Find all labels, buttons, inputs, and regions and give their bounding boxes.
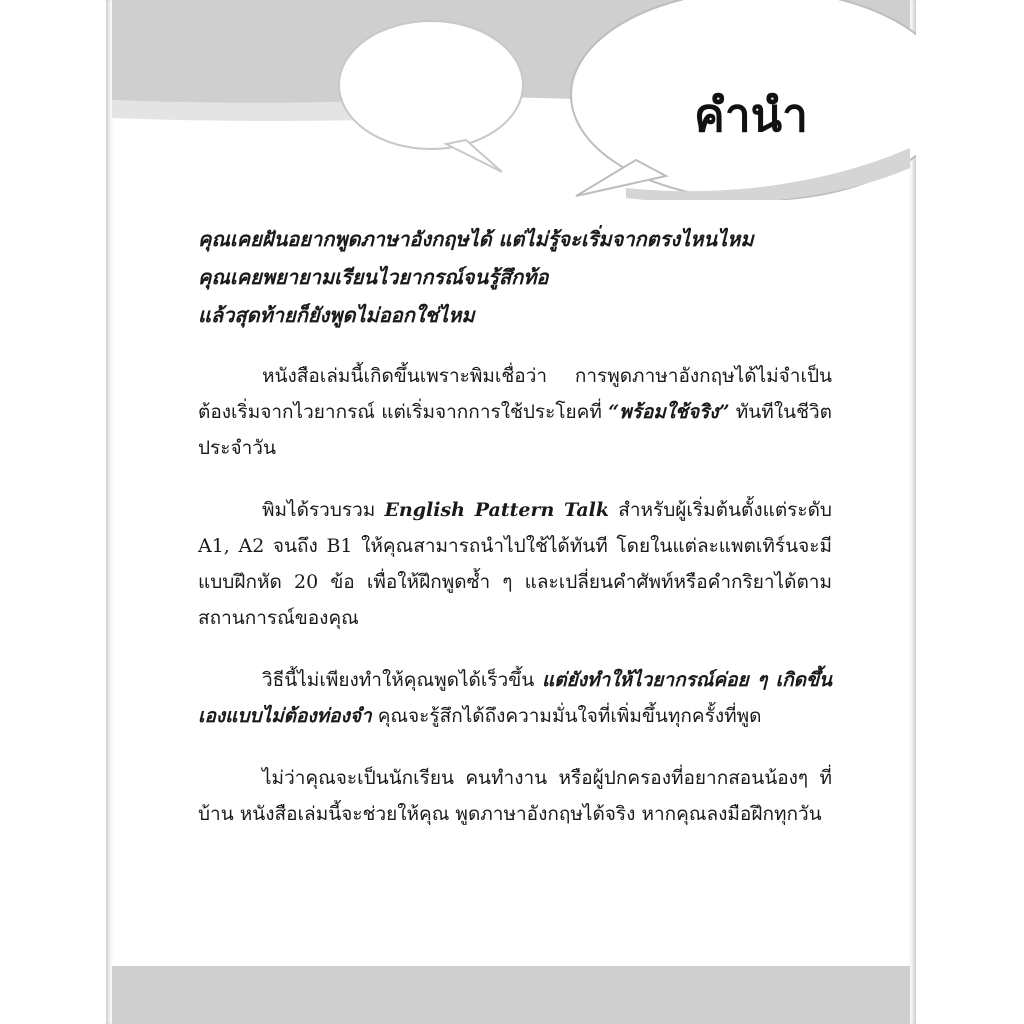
paragraph-3: [198, 662, 832, 734]
intro-line-3: แล้วสุดท้ายก็ยังพูดไม่ออกใช่ไหม: [198, 303, 475, 327]
speech-bubble-small-tail: [446, 140, 502, 172]
speech-bubble-small: [339, 21, 523, 149]
book-page: [106, 0, 916, 1024]
intro-line-2: คุณเคยพยายามเรียนไวยากรณ์จนรู้สึกท้อ: [198, 265, 549, 289]
paragraph-4-text-a: ไม่ว่าคุณจะเป็นนักเรียน คนทำงาน หรือผู้ปกครองที่อยากสอนน้องๆ ที่บ้าน หนังสือเล่มนี้จะช่วยให้คุณ พูดภาษาอังกฤษได้จริง หากคุณลงมือฝึกทุกวัน: [198, 767, 832, 825]
paragraph-2-emphasis: English Pattern Talk: [384, 499, 610, 521]
intro-line-1: คุณเคยฝันอยากพูดภาษาอังกฤษได้ แต่ไม่รู้จะเริ่มจากตรงไหนไหม: [198, 227, 754, 251]
paragraph-1-text-c: ทันทีในชีวิตประจำวัน: [198, 401, 832, 459]
outer-margin-left: [0, 0, 106, 1024]
paragraph-3-emphasis: แต่ยังทำให้ไวยากรณ์ค่อย ๆ เกิดขึ้นเองแบบไม่ต้องท่องจำ: [198, 669, 832, 727]
paragraph-3-text-a: วิธีนี้ไม่เพียงทำให้คุณพูดได้เร็วขึ้น: [262, 669, 543, 691]
intro-questions: [198, 220, 832, 334]
paragraph-1-text-a: หนังสือเล่มนี้เกิดขึ้นเพราะพิมเชื่อว่า การพูดภาษาอังกฤษได้ไม่จำเป็นต้องเริ่มจากไวยากรณ์ แต่เริ่มจากการใช้ประโยคที่: [198, 365, 832, 423]
paragraph-2: [198, 492, 832, 636]
footer-band: [112, 966, 910, 1024]
paragraph-4: [198, 760, 832, 832]
paragraph-2-text-a: พิมได้รวบรวม: [262, 499, 385, 521]
paragraph-1: [198, 358, 832, 466]
outer-margin-right: [916, 0, 1024, 1024]
page-content: [198, 220, 832, 832]
page-heading: คำนำ: [694, 88, 808, 142]
paragraph-3-text-c: คุณจะรู้สึกได้ถึงความมั่นใจที่เพิ่มขึ้นทุกครั้งที่พูด: [371, 705, 762, 727]
paragraph-2-text-c: สำหรับผู้เริ่มต้นตั้งแต่ระดับ A1, A2 จนถึง B1 ให้คุณสามารถนำไปใช้ได้ทันที โดยในแต่ละแพตเทิร์นจะมี แบบฝึกหัด 20 ข้อ เพื่อให้ฝึกพูดซ้ำ ๆ และเปลี่ยนคำศัพท์หรือคำกริยาได้ตามสถานการณ์ของคุณ: [198, 499, 832, 629]
paragraph-1-emphasis: “พร้อมใช้จริง”: [608, 401, 730, 423]
